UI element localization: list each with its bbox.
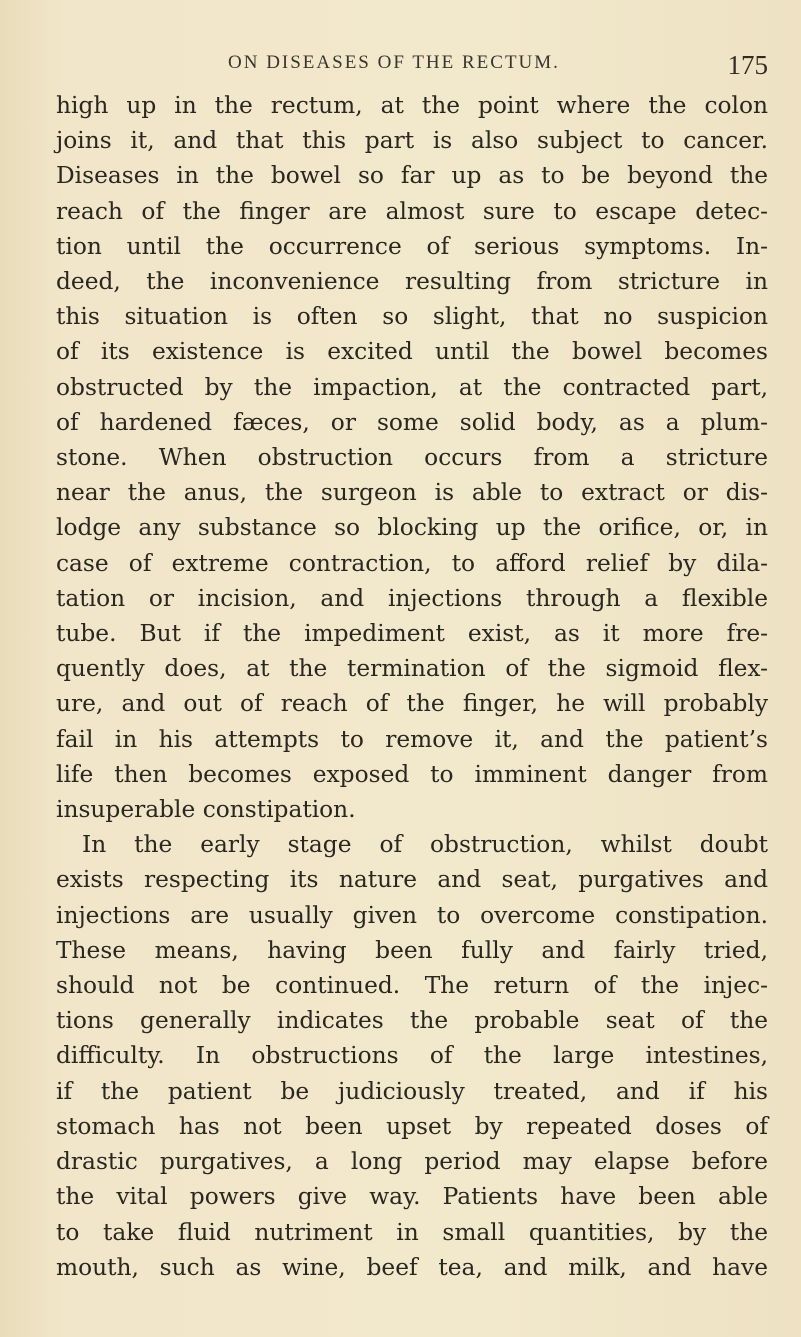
page-header <box>228 50 768 82</box>
text-line: obstructed by the impaction, at the contracted part, <box>56 373 768 401</box>
text-line: joins it, and that this part is also subject to cancer. <box>56 127 768 155</box>
text-line: difficulty. In obstructions of the large intestines, <box>56 1042 768 1070</box>
text-line: tube. But if the impediment exist, as it more fre- <box>56 620 768 648</box>
text-line: lodge any substance so blocking up the orifice, or, in <box>56 514 768 542</box>
text-line: These means, having been fully and fairly tried, <box>56 936 768 964</box>
text-line: Diseases in the bowel so far up as to be beyond the <box>56 162 768 190</box>
text-line: drastic purgatives, a long period may elapse before <box>56 1148 768 1176</box>
text-line: fail in his attempts to remove it, and the patient’s <box>56 725 768 753</box>
text-line: high up in the rectum, at the point where the colon <box>56 92 768 119</box>
page-number: 175 <box>727 50 768 80</box>
text-line: insuperable constipation. <box>56 796 356 824</box>
text-line: In the early stage of obstruction, whilst doubt <box>82 831 768 859</box>
text-line: ure, and out of reach of the finger, he will probably <box>56 690 768 718</box>
text-line: this situation is often so slight, that no suspicion <box>56 303 768 331</box>
text-line: tation or incision, and injections through a flexible <box>56 584 768 612</box>
text-line: of its existence is excited until the bowel becomes <box>56 338 768 366</box>
text-line: to take fluid nutriment in small quantities, by the <box>56 1218 768 1246</box>
text-line: deed, the inconvenience resulting from stricture in <box>56 268 768 296</box>
text-line: mouth, such as wine, beef tea, and milk, and have <box>56 1253 768 1281</box>
text-line: of hardened fæces, or some solid body, as a plum- <box>56 408 768 436</box>
body-text <box>56 88 768 1285</box>
text-line: the vital powers give way. Patients have been able <box>56 1183 768 1211</box>
text-line: near the anus, the surgeon is able to extract or dis- <box>56 479 768 507</box>
text-line: stone. When obstruction occurs from a stricture <box>56 444 768 472</box>
running-head: ON DISEASES OF THE RECTUM. <box>228 52 560 73</box>
text-line: tions generally indicates the probable seat of the <box>56 1007 768 1035</box>
text-line: quently does, at the termination of the sigmoid flex- <box>56 655 768 683</box>
text-line: injections are usually given to overcome constipation. <box>56 901 768 929</box>
text-line: tion until the occurrence of serious symptoms. In- <box>56 232 768 260</box>
text-line: exists respecting its nature and seat, purgatives and <box>56 866 768 894</box>
text-line: stomach has not been upset by repeated doses of <box>56 1112 768 1140</box>
text-line: life then becomes exposed to imminent danger from <box>56 760 768 788</box>
text-line: case of extreme contraction, to afford relief by dila- <box>56 549 768 577</box>
text-line: should not be continued. The return of the injec- <box>56 972 768 1000</box>
text-line: reach of the finger are almost sure to escape detec- <box>56 197 768 225</box>
text-line: if the patient be judiciously treated, and if his <box>56 1077 768 1105</box>
